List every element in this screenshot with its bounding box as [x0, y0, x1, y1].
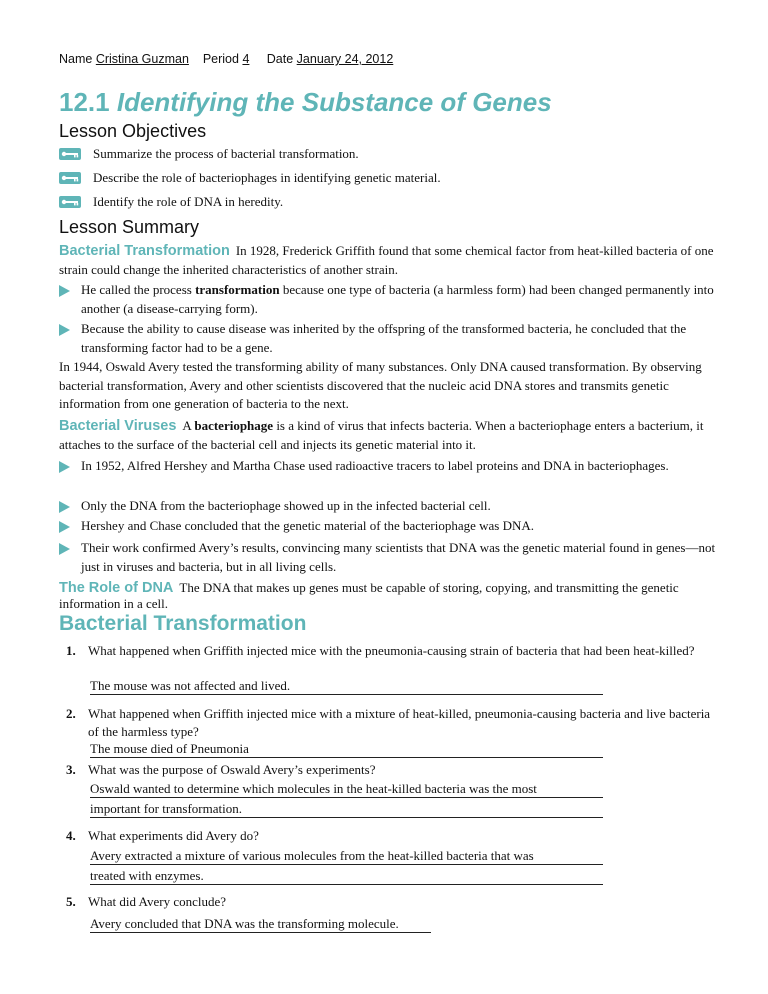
- question-number: 2.: [66, 706, 76, 721]
- triangle-bullet-icon: [59, 543, 70, 555]
- page-title: [59, 87, 552, 118]
- role-text: The DNA that makes up genes must be capable of storing, copying, and transmitting the genetic information in a cell.: [59, 580, 679, 611]
- question-text: What happened when Griffith injected mice with a mixture of heat-killed, pneumonia-causing bacteria and live bacteria of the harmless type?: [88, 706, 711, 739]
- objective-text: Summarize the process of bacterial transformation.: [93, 146, 359, 161]
- student-info-header: [59, 52, 393, 66]
- bullet-text: Only the DNA from the bacteriophage showed up in the infected bacterial cell.: [81, 498, 491, 513]
- key-icon: [59, 172, 81, 184]
- triangle-bullet-icon: [59, 501, 70, 513]
- question-number: 4.: [66, 828, 76, 843]
- date-value: January 24, 2012: [296, 52, 394, 66]
- question-text: What happened when Griffith injected mice with the pneumonia-causing strain of bacteria that had been heat-killed?: [88, 643, 695, 658]
- period-value: 4: [242, 52, 250, 66]
- date-label: Date: [266, 52, 294, 66]
- answer-line[interactable]: Oswald wanted to determine which molecules in the heat-killed bacteria was the most: [90, 780, 603, 798]
- answer-line[interactable]: The mouse died of Pneumonia: [90, 740, 603, 758]
- triangle-bullet-icon: [59, 461, 70, 473]
- bullet-text: He called the process: [81, 282, 196, 297]
- question-number: 3.: [66, 762, 76, 777]
- summary-heading: Lesson Summary: [59, 217, 200, 237]
- name-value: Cristina Guzman: [95, 52, 189, 66]
- lesson-number: 12.1: [59, 87, 110, 117]
- viruses-text: is a kind of virus that infects bacteria. When a bacteriophage enters a bacterium, it attaches to the surface of the bacterial cell and injects its genetic material into it.: [59, 418, 704, 452]
- answer-line[interactable]: treated with enzymes.: [90, 867, 603, 885]
- transformation-text: In 1928, Frederick Griffith found that some chemical factor from heat-killed bacteria of one strain could change the inherited characteristics of another strain.: [59, 243, 714, 277]
- question-text: What experiments did Avery do?: [88, 828, 259, 843]
- key-icon: [59, 148, 81, 160]
- question-number: 5.: [66, 894, 76, 909]
- answer-line[interactable]: important for transformation.: [90, 800, 603, 818]
- period-label: Period: [202, 52, 239, 66]
- role-paragraph: [59, 580, 719, 612]
- lesson-title: Identifying the Substance of Genes: [116, 87, 552, 117]
- answer-line[interactable]: Avery concluded that DNA was the transforming molecule.: [90, 915, 431, 933]
- transformation-paragraph: [59, 242, 719, 279]
- bullet-text: Hershey and Chase concluded that the genetic material of the bacteriophage was DNA.: [81, 518, 535, 533]
- triangle-bullet-icon: [59, 324, 70, 336]
- objective-text: Describe the role of bacteriophages in identifying genetic material.: [93, 170, 441, 185]
- questions-heading: Bacterial Transformation: [59, 612, 307, 635]
- viruses-subheading: Bacterial Viruses: [59, 418, 177, 434]
- transformation-subheading: Bacterial Transformation: [59, 243, 230, 259]
- triangle-bullet-icon: [59, 521, 70, 533]
- bullet-text: Because the ability to cause disease was inherited by the offspring of the transformed bacteria, he concluded that the transforming factor had to be a gene.: [81, 321, 687, 355]
- role-subheading: The Role of DNA: [59, 580, 174, 596]
- objective-text: Identify the role of DNA in heredity.: [93, 194, 284, 209]
- answer-line[interactable]: The mouse was not affected and lived.: [90, 677, 603, 695]
- viruses-text: A: [182, 418, 195, 433]
- avery-paragraph: In 1944, Oswald Avery tested the transforming ability of many substances. Only DNA caused transformation. By observing bacterial transformation, Avery and other scientists discovered that the nucleic acid DNA stores and transmits genetic information from one generation of bacteria to the next.: [59, 359, 702, 411]
- answer-line[interactable]: Avery extracted a mixture of various molecules from the heat-killed bacteria that was: [90, 847, 603, 865]
- question-number: 1.: [66, 643, 76, 658]
- name-label: Name: [59, 52, 93, 66]
- bold-term: transformation: [195, 282, 280, 297]
- viruses-paragraph: [59, 417, 719, 454]
- bullet-text: In 1952, Alfred Hershey and Martha Chase used radioactive tracers to label proteins and DNA in bacteriophages.: [81, 458, 669, 473]
- question-text: What did Avery conclude?: [88, 894, 227, 909]
- bullet-text: because one type of bacteria (a harmless form) had been changed permanently into another (a disease-carrying form).: [81, 282, 714, 316]
- objectives-heading: Lesson Objectives: [59, 121, 207, 141]
- triangle-bullet-icon: [59, 285, 70, 297]
- key-icon: [59, 196, 81, 208]
- bold-term: bacteriophage: [194, 418, 274, 433]
- question-text: What was the purpose of Oswald Avery’s experiments?: [88, 762, 376, 777]
- bullet-text: Their work confirmed Avery’s results, convincing many scientists that DNA was the genetic material found in genes—not just in viruses and bacteria, but in all living cells.: [81, 540, 716, 574]
